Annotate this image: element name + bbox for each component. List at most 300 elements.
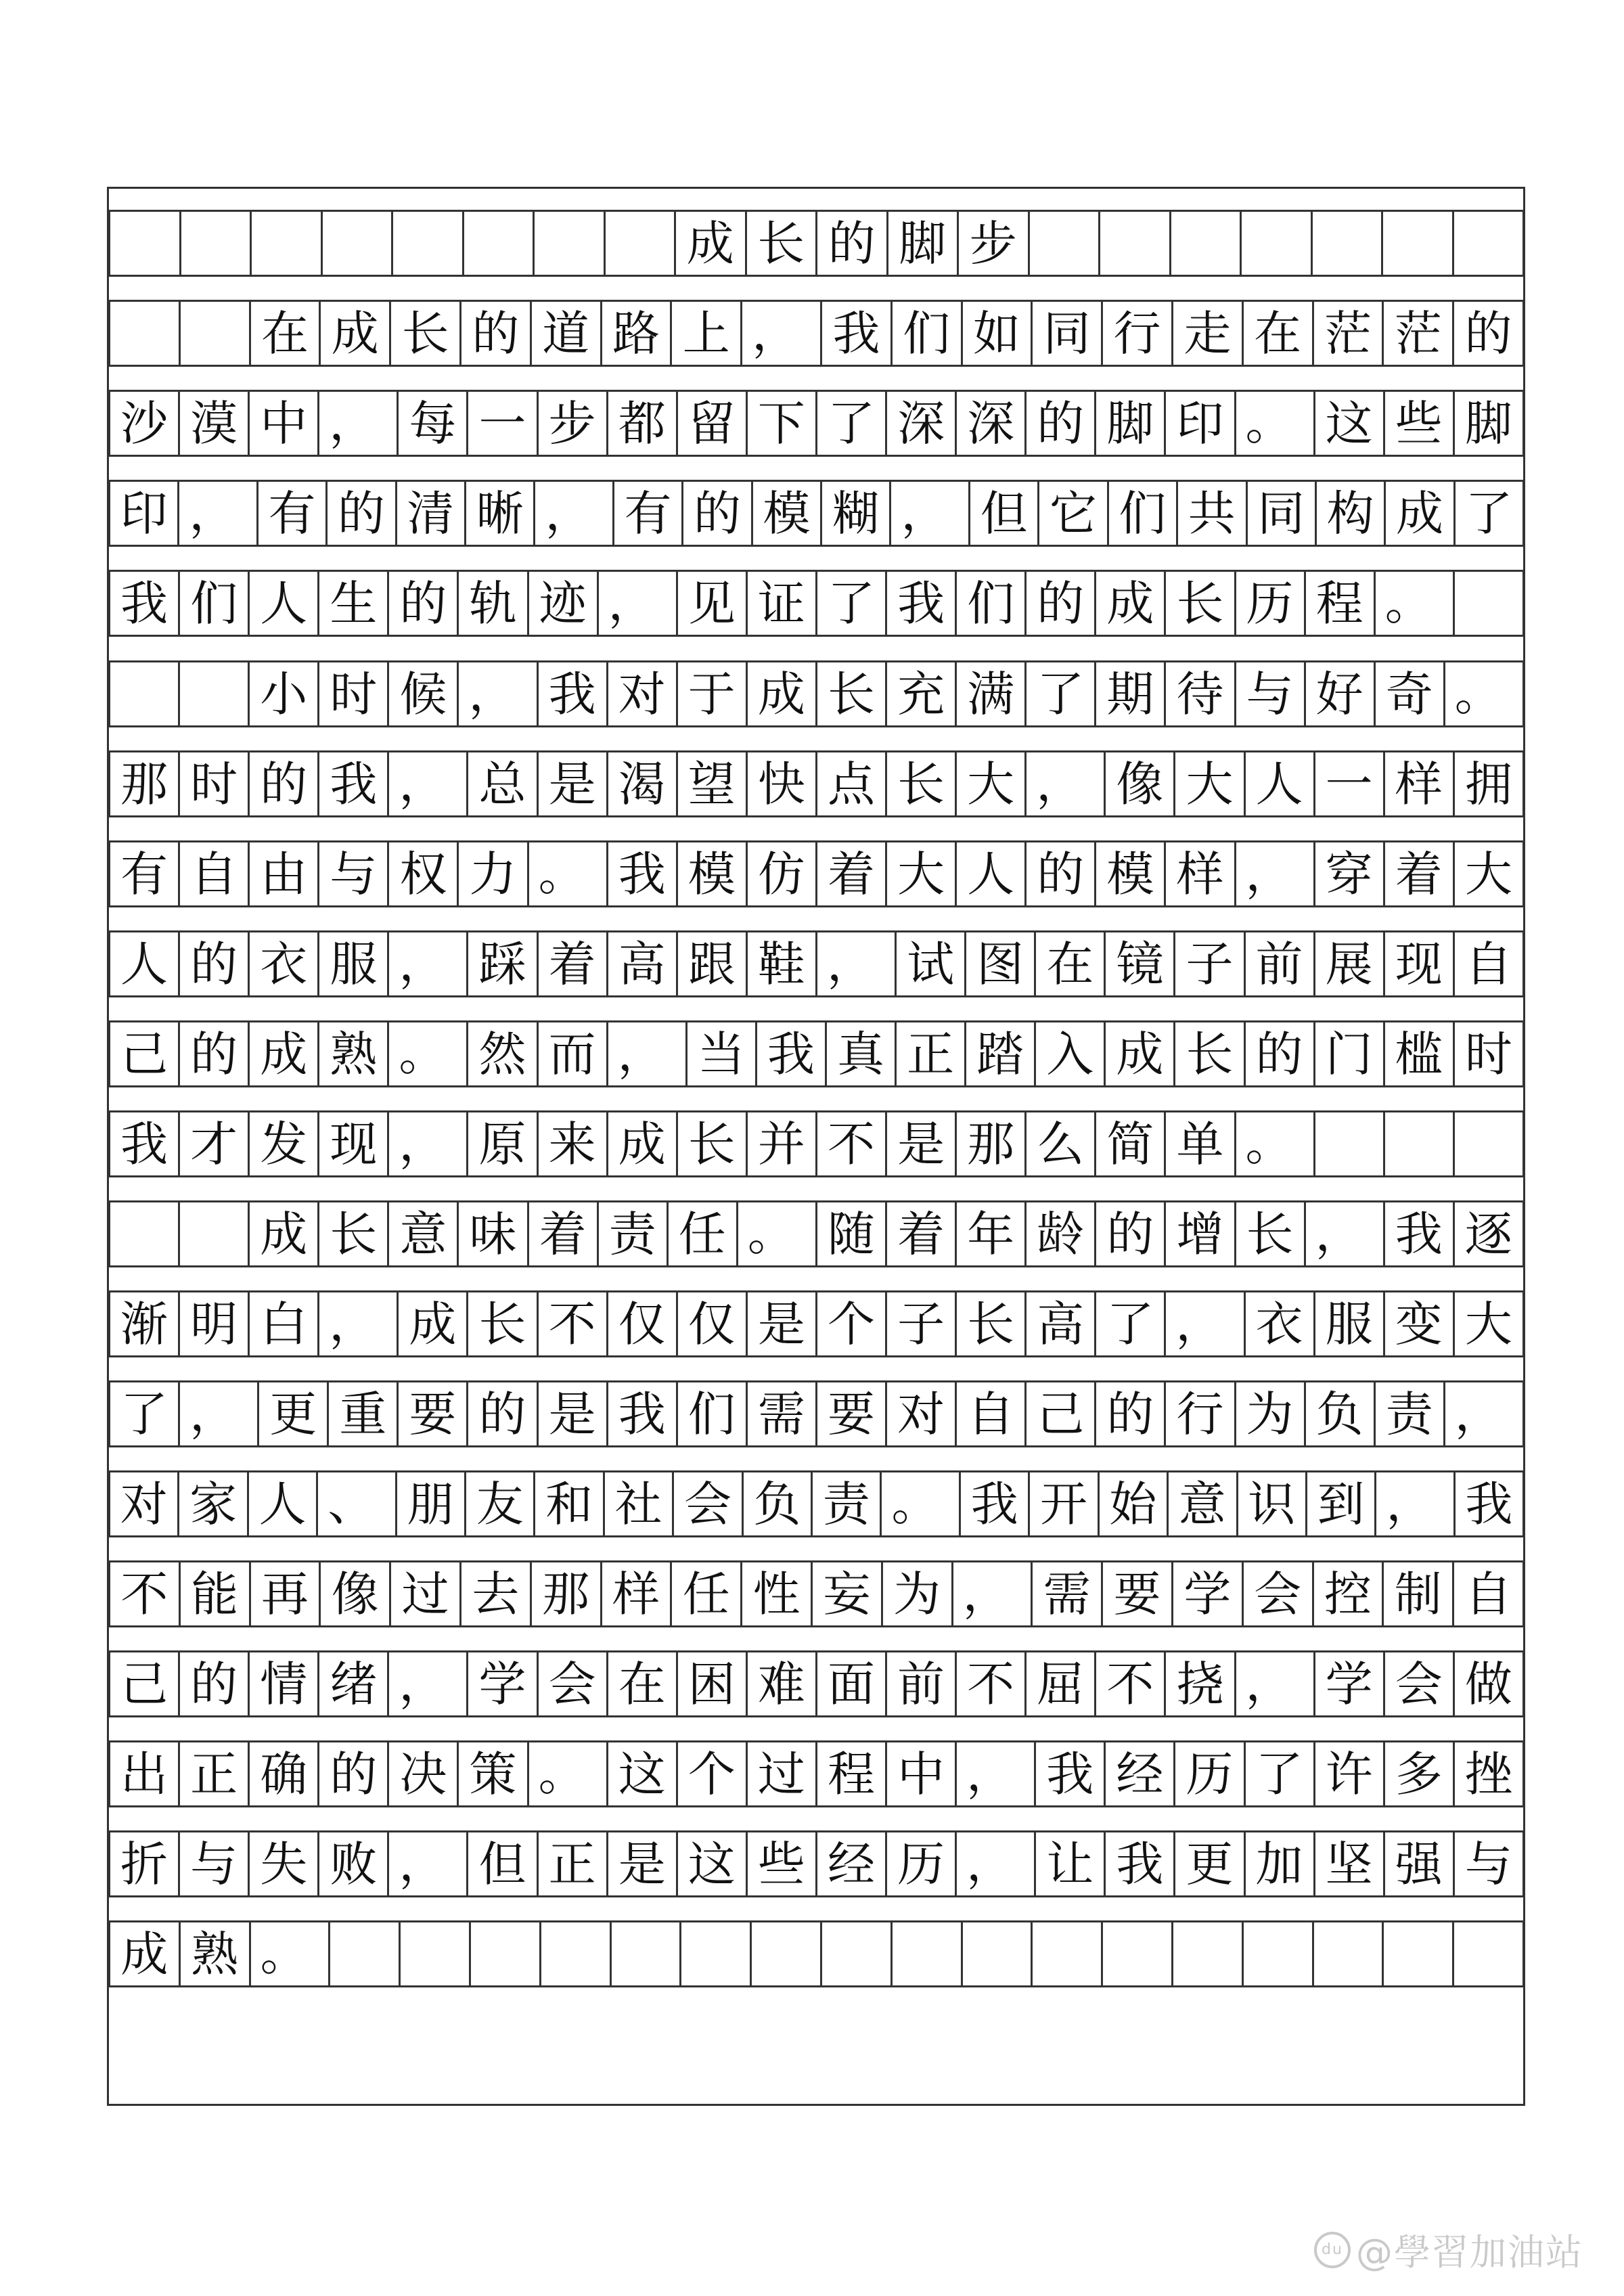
grid-cell: 但 bbox=[968, 482, 1037, 545]
grid-cell: 大 bbox=[1453, 1292, 1525, 1355]
grid-cell: 我 bbox=[537, 662, 606, 725]
grid-cell bbox=[610, 1922, 680, 1985]
grid-cell: 见 bbox=[676, 572, 746, 635]
grid-cell bbox=[108, 302, 179, 365]
grid-cell: ， bbox=[387, 932, 466, 995]
grid-cell bbox=[1382, 1922, 1452, 1985]
grid-cell: 它 bbox=[1037, 482, 1106, 545]
grid-cell: 沙 bbox=[108, 392, 178, 455]
grid-cell: 的 bbox=[178, 932, 248, 995]
grid-cell: 而 bbox=[537, 1022, 606, 1085]
grid-cell: 程 bbox=[815, 1742, 885, 1805]
grid-cell: 同 bbox=[1031, 302, 1101, 365]
grid-cell: 与 bbox=[178, 1832, 248, 1895]
grid-row bbox=[108, 660, 1525, 727]
grid-cell: 长 bbox=[955, 1292, 1024, 1355]
grid-cell: 长 bbox=[1164, 572, 1234, 635]
grid-cell: 是 bbox=[537, 752, 606, 815]
grid-cell: 这 bbox=[676, 1832, 746, 1895]
grid-cell: 子 bbox=[885, 1292, 955, 1355]
grid-cell: 由 bbox=[248, 842, 317, 905]
grid-cell: 的 bbox=[1244, 1022, 1313, 1085]
grid-cell: 。 bbox=[1234, 392, 1313, 455]
grid-cell: 任 bbox=[667, 1202, 736, 1265]
grid-cell: 决 bbox=[387, 1742, 457, 1805]
grid-row bbox=[108, 1200, 1525, 1267]
grid-cell: 们 bbox=[890, 302, 961, 365]
grid-cell: 才 bbox=[178, 1112, 248, 1175]
grid-cell: 的 bbox=[681, 482, 750, 545]
grid-cell: ， bbox=[1164, 1292, 1243, 1355]
grid-cell: 前 bbox=[1244, 932, 1313, 995]
grid-cell: 困 bbox=[676, 1652, 746, 1715]
grid-cell: 我 bbox=[885, 572, 955, 635]
grid-cell: 人 bbox=[955, 842, 1024, 905]
grid-row bbox=[108, 1560, 1525, 1627]
grid-cell: 面 bbox=[815, 1652, 885, 1715]
grid-cell: 的 bbox=[178, 1022, 248, 1085]
grid-cell: 总 bbox=[466, 752, 536, 815]
grid-cell: 是 bbox=[606, 1832, 676, 1895]
grid-cell: 我 bbox=[959, 1472, 1028, 1535]
grid-cell: ， bbox=[1443, 1382, 1525, 1445]
title-row bbox=[108, 210, 1525, 277]
grid-cell: 了 bbox=[815, 572, 885, 635]
grid-cell: 自 bbox=[1452, 1562, 1525, 1625]
grid-cell: 我 bbox=[1383, 1202, 1453, 1265]
grid-cell bbox=[679, 1922, 750, 1985]
grid-cell: 历 bbox=[885, 1832, 955, 1895]
grid-cell bbox=[1240, 212, 1311, 275]
grid-cell: 门 bbox=[1313, 1022, 1383, 1085]
grid-cell: ， bbox=[177, 482, 256, 545]
grid-cell: 加 bbox=[1244, 1832, 1313, 1895]
grid-cell: 负 bbox=[1304, 1382, 1374, 1445]
grid-cell: 会 bbox=[672, 1472, 741, 1535]
grid-cell bbox=[1101, 1922, 1171, 1985]
grid-cell: ， bbox=[387, 1832, 466, 1895]
grid-cell: 。 bbox=[387, 1022, 466, 1085]
grid-row bbox=[108, 390, 1525, 457]
grid-cell: 然 bbox=[466, 1022, 536, 1085]
grid-cell: 是 bbox=[746, 1292, 815, 1355]
grid-cell: ， bbox=[889, 482, 968, 545]
grid-row bbox=[108, 840, 1525, 907]
grid-cell: 折 bbox=[108, 1832, 178, 1895]
grid-cell: 这 bbox=[1313, 392, 1383, 455]
grid-cell: 长 bbox=[815, 662, 885, 725]
grid-cell bbox=[539, 1922, 610, 1985]
grid-cell: 脚 bbox=[886, 212, 957, 275]
grid-cell: 我 bbox=[1034, 1742, 1104, 1805]
grid-cell: 衣 bbox=[1244, 1292, 1313, 1355]
grid-cell: 。 bbox=[527, 842, 606, 905]
grid-cell: 单 bbox=[1164, 1112, 1234, 1175]
grid-cell: 模 bbox=[676, 842, 746, 905]
grid-row bbox=[108, 300, 1525, 367]
grid-cell: 人 bbox=[1244, 752, 1313, 815]
grid-cell: ， bbox=[597, 572, 676, 635]
grid-cell: 深 bbox=[885, 392, 955, 455]
grid-cell: 味 bbox=[457, 1202, 526, 1265]
grid-cell: 着 bbox=[537, 932, 606, 995]
grid-cell: 都 bbox=[606, 392, 676, 455]
grid-cell: 我 bbox=[1453, 1472, 1525, 1535]
grid-cell: 经 bbox=[1104, 1742, 1173, 1805]
grid-cell: 下 bbox=[746, 392, 815, 455]
grid-cell: 来 bbox=[537, 1112, 606, 1175]
grid-cell: 的 bbox=[1094, 1202, 1164, 1265]
grid-cell: 了 bbox=[1024, 662, 1094, 725]
grid-cell: 再 bbox=[249, 1562, 319, 1625]
grid-cell: 跟 bbox=[676, 932, 746, 995]
grid-cell: 行 bbox=[1101, 302, 1171, 365]
grid-cell: 发 bbox=[248, 1112, 317, 1175]
grid-cell: 于 bbox=[676, 662, 746, 725]
grid-cell: 权 bbox=[387, 842, 457, 905]
grid-cell bbox=[1171, 1922, 1242, 1985]
grid-cell: 中 bbox=[248, 392, 317, 455]
grid-cell: 了 bbox=[108, 1382, 178, 1445]
grid-cell: 成 bbox=[1104, 1022, 1173, 1085]
grid-cell: 成 bbox=[397, 1292, 466, 1355]
grid-cell: 模 bbox=[751, 482, 820, 545]
grid-cell: 个 bbox=[815, 1292, 885, 1355]
grid-row bbox=[108, 1110, 1525, 1177]
grid-cell: 并 bbox=[746, 1112, 815, 1175]
grid-cell: 的 bbox=[317, 1742, 387, 1805]
grid-cell: ， bbox=[457, 662, 536, 725]
grid-cell: 历 bbox=[1173, 1742, 1243, 1805]
grid-cell: 策 bbox=[457, 1742, 526, 1805]
grid-cell: 拥 bbox=[1453, 752, 1525, 815]
grid-cell: 与 bbox=[1234, 662, 1304, 725]
grid-cell: 年 bbox=[955, 1202, 1024, 1265]
grid-cell: 长 bbox=[1234, 1202, 1304, 1265]
grid-cell: 成 bbox=[108, 1922, 179, 1985]
grid-cell: 。 bbox=[1234, 1112, 1313, 1175]
grid-cell: 正 bbox=[178, 1742, 248, 1805]
grid-cell: 大 bbox=[885, 842, 955, 905]
grid-cell: 需 bbox=[746, 1382, 815, 1445]
grid-cell: 踏 bbox=[964, 1022, 1034, 1085]
grid-cell: 在 bbox=[606, 1652, 676, 1715]
grid-cell: 步 bbox=[537, 392, 606, 455]
grid-cell: 奇 bbox=[1374, 662, 1443, 725]
grid-cell bbox=[1028, 212, 1099, 275]
grid-cell: 脚 bbox=[1094, 392, 1164, 455]
grid-cell: 成 bbox=[746, 662, 815, 725]
grid-cell: 要 bbox=[815, 1382, 885, 1445]
grid-cell: 意 bbox=[1167, 1472, 1236, 1535]
grid-cell: 责 bbox=[811, 1472, 880, 1535]
grid-cell: 。 bbox=[880, 1472, 958, 1535]
grid-cell: 期 bbox=[1094, 662, 1164, 725]
grid-cell: 脚 bbox=[1453, 392, 1525, 455]
grid-cell: ， bbox=[815, 932, 895, 995]
grid-cell: 有 bbox=[612, 482, 681, 545]
grid-cell: 清 bbox=[395, 482, 464, 545]
grid-row bbox=[108, 1470, 1525, 1537]
grid-cell: 。 bbox=[527, 1742, 606, 1805]
grid-cell: 负 bbox=[742, 1472, 811, 1535]
grid-cell: 证 bbox=[746, 572, 815, 635]
grid-cell bbox=[250, 212, 321, 275]
grid-cell: 逐 bbox=[1453, 1202, 1525, 1265]
grid-cell: 现 bbox=[1383, 932, 1453, 995]
grid-cell: 我 bbox=[820, 302, 890, 365]
grid-cell: 了 bbox=[1244, 1742, 1313, 1805]
grid-cell bbox=[469, 1922, 539, 1985]
grid-cell: 对 bbox=[606, 662, 676, 725]
grid-cell: 不 bbox=[1094, 1652, 1164, 1715]
grid-cell: 像 bbox=[1104, 752, 1173, 815]
grid-cell: ， bbox=[1024, 752, 1104, 815]
grid-cell: 每 bbox=[397, 392, 466, 455]
grid-row bbox=[108, 1830, 1525, 1897]
grid-cell: ， bbox=[1304, 1202, 1383, 1265]
grid-cell: 与 bbox=[317, 842, 387, 905]
grid-cell: 自 bbox=[955, 1382, 1024, 1445]
grid-cell: 对 bbox=[108, 1472, 177, 1535]
grid-cell: 。 bbox=[249, 1922, 329, 1985]
grid-cell: ， bbox=[1374, 1472, 1453, 1535]
grid-cell bbox=[750, 1922, 820, 1985]
grid-row bbox=[108, 930, 1525, 997]
grid-cell: 成 bbox=[248, 1022, 317, 1085]
grid-cell: 好 bbox=[1304, 662, 1374, 725]
grid-cell: 社 bbox=[603, 1472, 672, 1535]
grid-cell: 中 bbox=[885, 1742, 955, 1805]
grid-cell: 人 bbox=[108, 932, 178, 995]
grid-cell: 前 bbox=[885, 1652, 955, 1715]
grid-cell bbox=[108, 662, 178, 725]
grid-cell: 制 bbox=[1382, 1562, 1452, 1625]
grid-cell: 行 bbox=[1164, 1382, 1234, 1445]
grid-cell: 白 bbox=[248, 1292, 317, 1355]
grid-cell: 仿 bbox=[746, 842, 815, 905]
grid-cell: 构 bbox=[1315, 482, 1384, 545]
grid-cell: 经 bbox=[815, 1832, 885, 1895]
grid-cell: 道 bbox=[530, 302, 600, 365]
grid-cell bbox=[533, 212, 604, 275]
grid-cell: ， bbox=[955, 1742, 1034, 1805]
grid-cell: 的 bbox=[1094, 1382, 1164, 1445]
grid-cell: 么 bbox=[1024, 1112, 1094, 1175]
grid-row bbox=[108, 1920, 1525, 1987]
grid-cell: 是 bbox=[537, 1382, 606, 1445]
grid-cell bbox=[178, 1202, 248, 1265]
grid-cell: 正 bbox=[537, 1832, 606, 1895]
grid-cell: 着 bbox=[527, 1202, 597, 1265]
grid-cell: 时 bbox=[1453, 1022, 1525, 1085]
grid-cell: 历 bbox=[1234, 572, 1304, 635]
grid-cell: 样 bbox=[600, 1562, 671, 1625]
watermark-text: @學習加油站 bbox=[1356, 2231, 1583, 2274]
grid-cell bbox=[178, 662, 248, 725]
grid-cell bbox=[1312, 1922, 1382, 1985]
grid-cell: 和 bbox=[533, 1472, 602, 1535]
grid-cell: 着 bbox=[885, 1202, 955, 1265]
grid-cell: 坚 bbox=[1313, 1832, 1383, 1895]
grid-cell: 不 bbox=[537, 1292, 606, 1355]
grid-cell: 个 bbox=[676, 1742, 746, 1805]
grid-row bbox=[108, 570, 1525, 637]
grid-cell: 熟 bbox=[317, 1022, 387, 1085]
grid-cell: 样 bbox=[1383, 752, 1453, 815]
grid-cell: 绪 bbox=[317, 1652, 387, 1715]
grid-cell: 人 bbox=[247, 1472, 316, 1535]
grid-cell bbox=[1383, 1112, 1453, 1175]
grid-cell: 的 bbox=[459, 302, 530, 365]
grid-cell: 要 bbox=[1101, 1562, 1171, 1625]
grid-cell: 过 bbox=[389, 1562, 459, 1625]
grid-cell: 许 bbox=[1313, 1742, 1383, 1805]
grid-cell: 小 bbox=[248, 662, 317, 725]
grid-cell: 衣 bbox=[248, 932, 317, 995]
grid-cell: 高 bbox=[1024, 1292, 1094, 1355]
grid-cell: 让 bbox=[1034, 1832, 1104, 1895]
grid-cell: 在 bbox=[1242, 302, 1312, 365]
grid-cell: 我 bbox=[108, 572, 178, 635]
grid-cell: 原 bbox=[466, 1112, 536, 1175]
grid-cell: 展 bbox=[1313, 932, 1383, 995]
grid-cell: 步 bbox=[957, 212, 1028, 275]
grid-cell: 能 bbox=[179, 1562, 249, 1625]
grid-cell: 模 bbox=[1094, 842, 1164, 905]
grid-cell bbox=[1452, 212, 1525, 275]
grid-cell: 挠 bbox=[1164, 1652, 1234, 1715]
grid-cell: 路 bbox=[600, 302, 671, 365]
grid-cell: 留 bbox=[676, 392, 746, 455]
grid-cell: 简 bbox=[1094, 1112, 1164, 1175]
grid-cell: 充 bbox=[885, 662, 955, 725]
grid-cell: 会 bbox=[1242, 1562, 1312, 1625]
grid-cell: 晰 bbox=[464, 482, 533, 545]
grid-cell: ， bbox=[317, 1292, 397, 1355]
grid-cell: 成 bbox=[674, 212, 745, 275]
grid-cell: 控 bbox=[1312, 1562, 1382, 1625]
grid-cell: 大 bbox=[1173, 752, 1243, 815]
grid-cell: 一 bbox=[1313, 752, 1383, 815]
grid-row bbox=[108, 1380, 1525, 1447]
grid-cell: 人 bbox=[248, 572, 317, 635]
grid-cell: 我 bbox=[108, 1112, 178, 1175]
grid-cell bbox=[399, 1922, 469, 1985]
grid-cell: 高 bbox=[606, 932, 676, 995]
grid-cell bbox=[1381, 212, 1452, 275]
grid-cell: 为 bbox=[881, 1562, 951, 1625]
grid-cell: 。 bbox=[736, 1202, 815, 1265]
grid-cell: 随 bbox=[815, 1202, 885, 1265]
grid-cell: 图 bbox=[964, 932, 1034, 995]
grid-cell: 更 bbox=[257, 1382, 327, 1445]
grid-cell: 同 bbox=[1246, 482, 1315, 545]
grid-cell: 长 bbox=[676, 1112, 746, 1175]
grid-cell: 一 bbox=[466, 392, 536, 455]
grid-cell: 共 bbox=[1176, 482, 1245, 545]
grid-cell: 挫 bbox=[1453, 1742, 1525, 1805]
grid-cell bbox=[328, 1922, 399, 1985]
grid-cell: 服 bbox=[317, 932, 387, 995]
grid-cell bbox=[1242, 1922, 1312, 1985]
grid-cell: 我 bbox=[606, 842, 676, 905]
grid-cell: 自 bbox=[178, 842, 248, 905]
grid-cell: 是 bbox=[885, 1112, 955, 1175]
grid-cell: 始 bbox=[1098, 1472, 1167, 1535]
grid-cell: 穿 bbox=[1313, 842, 1383, 905]
grid-cell: 朋 bbox=[395, 1472, 464, 1535]
grid-cell: 们 bbox=[955, 572, 1024, 635]
grid-cell: 程 bbox=[1304, 572, 1374, 635]
grid-cell: 槛 bbox=[1383, 1022, 1453, 1085]
grid-cell: 服 bbox=[1313, 1292, 1383, 1355]
grid-cell: 明 bbox=[178, 1292, 248, 1355]
grid-cell: 己 bbox=[108, 1022, 178, 1085]
watermark bbox=[1314, 2224, 1583, 2276]
grid-cell: 印 bbox=[108, 482, 177, 545]
grid-cell: 的 bbox=[248, 752, 317, 815]
grid-cell: ， bbox=[178, 1382, 257, 1445]
grid-cell: 深 bbox=[955, 392, 1024, 455]
grid-cell: 待 bbox=[1164, 662, 1234, 725]
grid-cell: 识 bbox=[1236, 1472, 1305, 1535]
grid-cell: 成 bbox=[319, 302, 389, 365]
grid-cell: 着 bbox=[1383, 842, 1453, 905]
grid-cell: 重 bbox=[327, 1382, 397, 1445]
grid-cell: 仅 bbox=[676, 1292, 746, 1355]
grid-cell: 正 bbox=[895, 1022, 964, 1085]
grid-cell: 我 bbox=[317, 752, 387, 815]
grid-cell: 的 bbox=[325, 482, 394, 545]
grid-cell: 意 bbox=[387, 1202, 457, 1265]
grid-cell: 学 bbox=[1313, 1652, 1383, 1715]
grid-cell: 长 bbox=[317, 1202, 387, 1265]
grid-cell: 在 bbox=[249, 302, 319, 365]
grid-cell: 的 bbox=[1024, 392, 1094, 455]
grid-cell: 的 bbox=[178, 1652, 248, 1715]
grid-cell: 的 bbox=[387, 572, 457, 635]
grid-cell: 为 bbox=[1234, 1382, 1304, 1445]
grid-cell: 当 bbox=[685, 1022, 755, 1085]
grid-cell: 的 bbox=[815, 212, 886, 275]
grid-cell: 熟 bbox=[179, 1922, 249, 1985]
grid-cell: 大 bbox=[1453, 842, 1525, 905]
grid-cell: 上 bbox=[670, 302, 740, 365]
grid-cell: 情 bbox=[248, 1652, 317, 1715]
grid-cell: ， bbox=[387, 752, 466, 815]
grid-cell: 失 bbox=[248, 1832, 317, 1895]
grid-cell bbox=[1453, 572, 1525, 635]
grid-cell: 仅 bbox=[606, 1292, 676, 1355]
grid-cell: ， bbox=[1234, 1652, 1313, 1715]
grid-cell: 增 bbox=[1164, 1202, 1234, 1265]
grid-cell: 学 bbox=[1171, 1562, 1242, 1625]
grid-cell: 子 bbox=[1173, 932, 1243, 995]
grid-row bbox=[108, 480, 1525, 547]
grid-cell: 但 bbox=[466, 1832, 536, 1895]
grid-cell: 那 bbox=[955, 1112, 1024, 1175]
grid-cell: ， bbox=[955, 1832, 1034, 1895]
grid-cell: 的 bbox=[1452, 302, 1525, 365]
grid-cell: 快 bbox=[746, 752, 815, 815]
grid-cell: 性 bbox=[740, 1562, 811, 1625]
grid-cell: 轨 bbox=[457, 572, 526, 635]
grid-cell: 了 bbox=[1094, 1292, 1164, 1355]
grid-cell: 那 bbox=[108, 752, 178, 815]
grid-cell: 走 bbox=[1171, 302, 1242, 365]
grid-cell: 不 bbox=[815, 1112, 885, 1175]
